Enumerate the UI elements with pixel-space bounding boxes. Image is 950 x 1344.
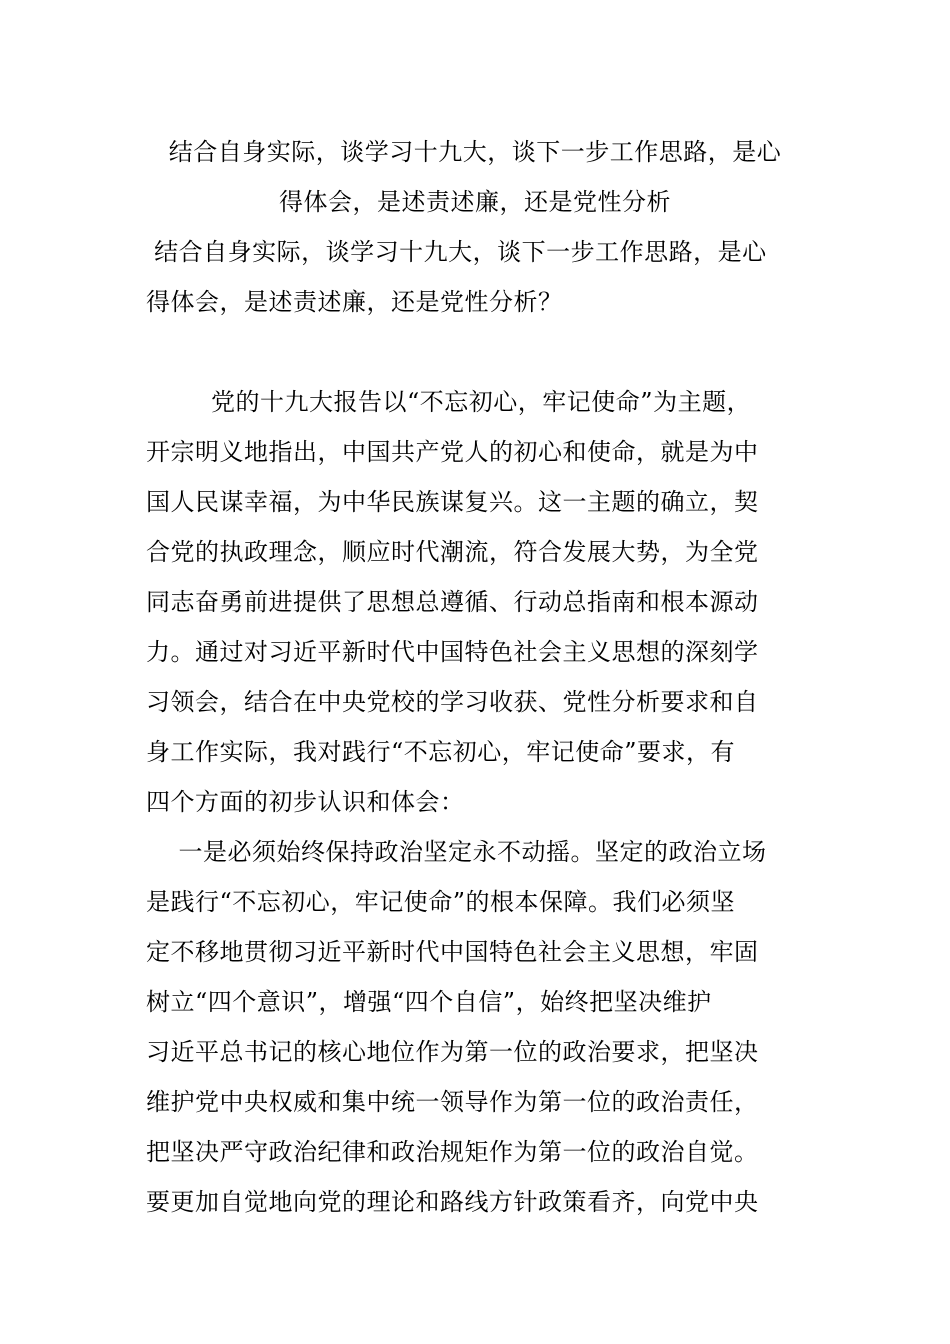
subtitle-line-2: 得体会，是述责述廉，还是党性分析？ bbox=[146, 288, 563, 316]
body-line: 身工作实际，我对践行“不忘初心，牢记使命”要求，有 bbox=[146, 738, 736, 766]
body-line: 习近平总书记的核心地位作为第一位的政治要求，把坚决 bbox=[146, 1038, 759, 1066]
body-line: 是践行“不忘初心，牢记使命”的根本保障。我们必须坚 bbox=[146, 888, 736, 916]
body-line: 国人民谋幸福，为中华民族谋复兴。这一主题的确立，契 bbox=[146, 488, 759, 516]
body-line: 要更加自觉地向党的理论和路线方针政策看齐，向党中央 bbox=[146, 1188, 759, 1216]
title-line-1: 结合自身实际，谈学习十九大，谈下一步工作思路，是心 bbox=[168, 138, 782, 166]
body-line: 一是必须始终保持政治坚定永不动摇。坚定的政治立场 bbox=[146, 838, 767, 866]
body-line: 同志奋勇前进提供了思想总遵循、行动总指南和根本源动 bbox=[146, 588, 759, 616]
body-line: 党的十九大报告以“不忘初心，牢记使命”为主题， bbox=[146, 388, 752, 416]
subtitle-line-1: 结合自身实际，谈学习十九大，谈下一步工作思路，是心 bbox=[146, 238, 767, 266]
title-line-2: 得体会，是述责述廉，还是党性分析 bbox=[279, 188, 671, 216]
body-line: 把坚决严守政治纪律和政治规矩作为第一位的政治自觉。 bbox=[146, 1138, 759, 1166]
body-line: 开宗明义地指出，中国共产党人的初心和使命，就是为中 bbox=[146, 438, 759, 466]
body-line: 习领会，结合在中央党校的学习收获、党性分析要求和自 bbox=[146, 688, 759, 716]
body-line: 树立“四个意识”，增强“四个自信”，始终把坚决维护 bbox=[146, 988, 712, 1016]
body-line: 力。通过对习近平新时代中国特色社会主义思想的深刻学 bbox=[146, 638, 759, 666]
body-line: 维护党中央权威和集中统一领导作为第一位的政治责任， bbox=[146, 1088, 759, 1116]
body-line: 合党的执政理念，顺应时代潮流，符合发展大势，为全党 bbox=[146, 538, 759, 566]
body-line: 四个方面的初步认识和体会： bbox=[146, 788, 465, 816]
body-line: 定不移地贯彻习近平新时代中国特色社会主义思想，牢固 bbox=[146, 938, 759, 966]
